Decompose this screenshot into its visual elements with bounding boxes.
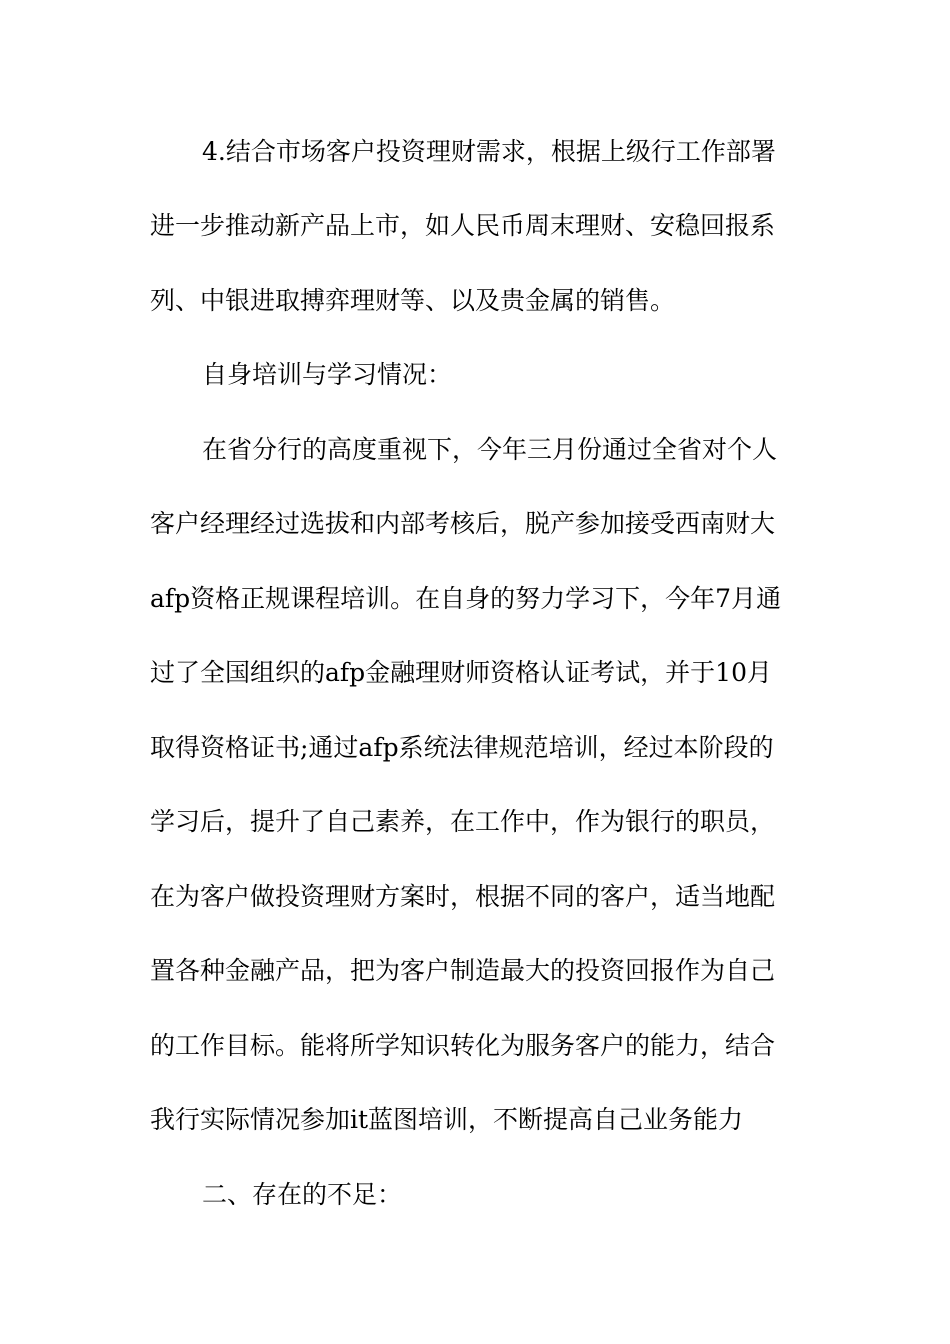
paragraph-line-10: 学习后，提升了自己素养，在工作中，作为银行的职员， bbox=[150, 807, 776, 836]
paragraph-line-7: afp资格正规课程培训。在自身的努力学习下，今年7月通 bbox=[150, 584, 782, 613]
paragraph-line-1: 4.结合市场客户投资理财需求，根据上级行工作部署 bbox=[202, 137, 776, 166]
section-heading-training: 自身培训与学习情况： bbox=[202, 360, 453, 389]
paragraph-line-13: 的工作目标。能将所学知识转化为服务客户的能力，结合 bbox=[150, 1031, 776, 1060]
paragraph-line-8: 过了全国组织的afp金融理财师资格认证考试，并于10月 bbox=[150, 658, 772, 687]
paragraph-line-5: 在省分行的高度重视下，今年三月份通过全省对个人 bbox=[202, 435, 778, 464]
paragraph-line-2: 进一步推动新产品上市，如人民币周末理财、安稳回报系 bbox=[150, 211, 776, 240]
paragraph-line-11: 在为客户做投资理财方案时，根据不同的客户，适当地配 bbox=[150, 882, 776, 911]
paragraph-line-14: 我行实际情况参加it蓝图培训，不断提高自己业务能力 bbox=[150, 1105, 744, 1134]
section-heading-shortcomings: 二、存在的不足： bbox=[202, 1180, 403, 1209]
paragraph-line-9: 取得资格证书;通过afp系统法律规范培训，经过本阶段的 bbox=[150, 733, 774, 762]
paragraph-line-3: 列、中银进取搏弈理财等、以及贵金属的销售。 bbox=[150, 286, 676, 315]
paragraph-line-12: 置各种金融产品，把为客户制造最大的投资回报作为自己 bbox=[150, 956, 776, 985]
paragraph-line-6: 客户经理经过选拔和内部考核后，脱产参加接受西南财大 bbox=[150, 509, 776, 538]
